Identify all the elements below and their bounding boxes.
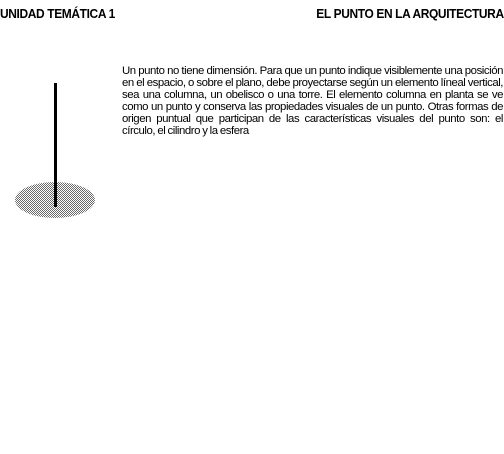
page-title: EL PUNTO EN LA ARQUITECTURA — [316, 6, 504, 21]
body-paragraph: Un punto no tiene dimensión. Para que un punto indique visiblemente una posición en el espacio, o sobre el plano, debe proyectarse según un elemento líneal vertical, sea una columna, un obelisco o una torre. El elemento columna en planta se ve como un punto y conserva las propiedades visuales de un punto. Otras formas de origen puntual que participan de las características visuales del punto son: el círculo, el cilindro y la esfera — [122, 65, 503, 137]
column-illustration — [12, 80, 102, 225]
vertical-column — [54, 83, 57, 207]
column-on-ellipse-icon — [12, 80, 102, 225]
unit-heading: UNIDAD TEMÁTICA 1 — [0, 6, 115, 21]
